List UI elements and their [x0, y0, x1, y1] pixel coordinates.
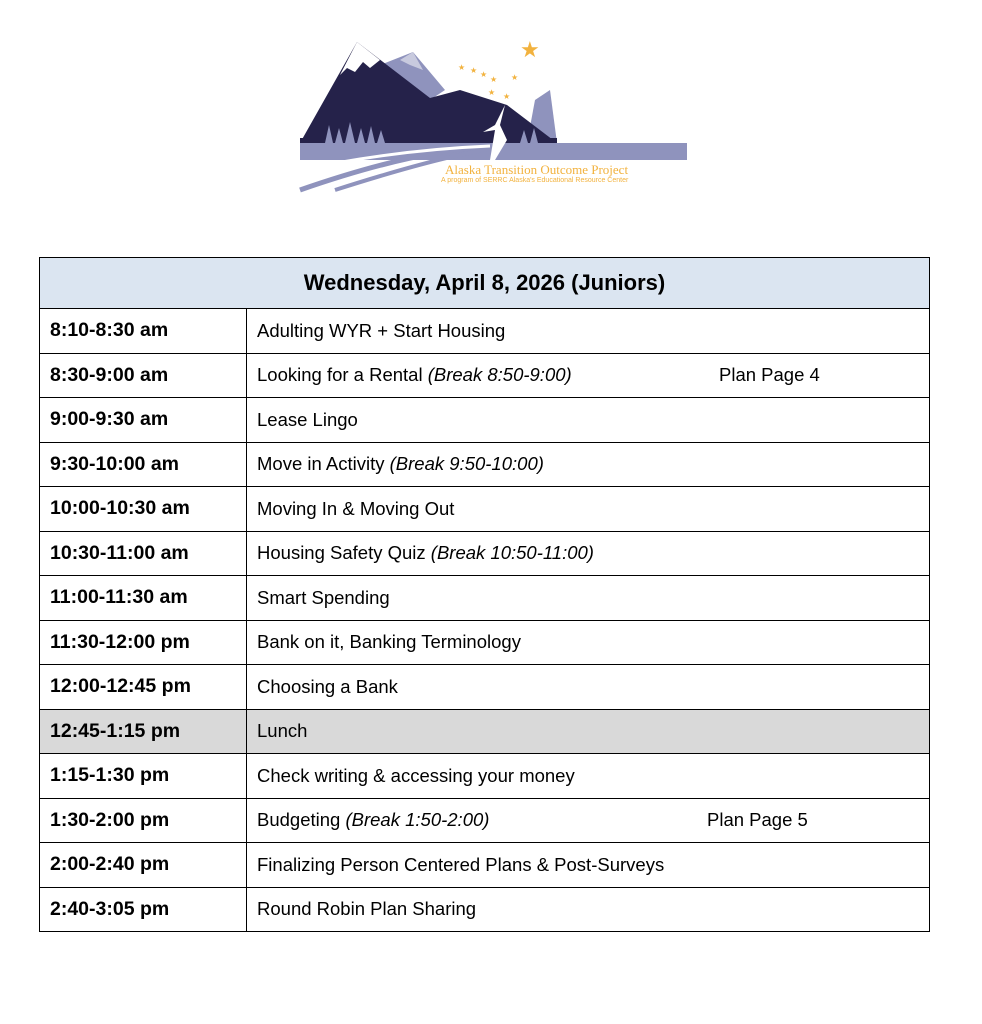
logo-subtitle: A program of SERRC Alaska's Educational Resource Center [441, 177, 629, 184]
svg-text:★: ★ [503, 92, 511, 101]
time-cell: 8:10-8:30 am [40, 309, 247, 354]
table-row [40, 398, 930, 443]
activity-label: Choosing a Bank [257, 675, 398, 697]
activity-cell [247, 576, 930, 621]
activity-cell [247, 353, 930, 398]
activity-cell [247, 754, 930, 799]
table-row [40, 798, 930, 843]
alaska-transition-logo [295, 30, 695, 195]
table-row [40, 531, 930, 576]
break-note: (Break 9:50-10:00) [389, 453, 544, 475]
activity-label: Smart Spending [257, 586, 390, 608]
time-cell: 1:30-2:00 pm [40, 798, 247, 843]
break-note: (Break 10:50-11:00) [430, 542, 594, 564]
svg-text:★: ★ [458, 63, 466, 72]
table-row [40, 843, 930, 888]
schedule-title: Wednesday, April 8, 2026 (Juniors) [40, 258, 930, 309]
activity-cell [247, 531, 930, 576]
table-row [40, 309, 930, 354]
activity-label: Bank on it, Banking Terminology [257, 631, 521, 653]
svg-text:★: ★ [511, 73, 519, 82]
time-cell: 10:00-10:30 am [40, 487, 247, 532]
activity-cell [247, 620, 930, 665]
plan-page-label: Plan Page 5 [707, 809, 808, 831]
activity-cell [247, 843, 930, 888]
table-row [40, 665, 930, 710]
schedule-table [39, 257, 930, 932]
activity-label: Housing Safety Quiz [257, 542, 431, 564]
activity-label: Lease Lingo [257, 408, 358, 430]
svg-text:★: ★ [520, 37, 540, 62]
svg-text:★: ★ [488, 88, 496, 97]
svg-text:★: ★ [480, 70, 488, 79]
activity-label: Budgeting [257, 809, 346, 831]
activity-cell [247, 709, 930, 754]
activity-label: Looking for a Rental [257, 364, 428, 386]
break-note: (Break 1:50-2:00) [345, 809, 490, 831]
activity-label: Moving In & Moving Out [257, 497, 455, 519]
time-cell: 9:00-9:30 am [40, 398, 247, 443]
activity-cell [247, 309, 930, 354]
activity-cell [247, 887, 930, 932]
table-row [40, 576, 930, 621]
plan-page-label: Plan Page 4 [719, 364, 820, 386]
table-row [40, 709, 930, 754]
activity-label: Round Robin Plan Sharing [257, 898, 477, 920]
activity-label: Lunch [257, 720, 308, 742]
activity-cell [247, 442, 930, 487]
activity-cell [247, 665, 930, 710]
table-row [40, 353, 930, 398]
activity-cell [247, 487, 930, 532]
time-cell: 8:30-9:00 am [40, 353, 247, 398]
table-row [40, 487, 930, 532]
logo-title: Alaska Transition Outcome Project [445, 162, 629, 177]
activity-cell [247, 398, 930, 443]
time-cell: 10:30-11:00 am [40, 531, 247, 576]
table-row [40, 442, 930, 487]
time-cell: 12:00-12:45 pm [40, 665, 247, 710]
time-cell: 12:45-1:15 pm [40, 709, 247, 754]
time-cell: 11:00-11:30 am [40, 576, 247, 621]
time-cell: 1:15-1:30 pm [40, 754, 247, 799]
table-row [40, 620, 930, 665]
activity-label: Check writing & accessing your money [257, 764, 575, 786]
activity-label: Finalizing Person Centered Plans & Post-Surveys [257, 853, 665, 875]
break-note: (Break 8:50-9:00) [427, 364, 572, 386]
svg-text:★: ★ [490, 75, 498, 84]
svg-text:★: ★ [470, 66, 478, 75]
time-cell: 11:30-12:00 pm [40, 620, 247, 665]
time-cell: 9:30-10:00 am [40, 442, 247, 487]
time-cell: 2:00-2:40 pm [40, 843, 247, 888]
table-row [40, 754, 930, 799]
table-row [40, 887, 930, 932]
time-cell: 2:40-3:05 pm [40, 887, 247, 932]
activity-label: Move in Activity [257, 453, 390, 475]
activity-cell [247, 798, 930, 843]
activity-label: Adulting WYR + Start Housing [257, 319, 506, 341]
